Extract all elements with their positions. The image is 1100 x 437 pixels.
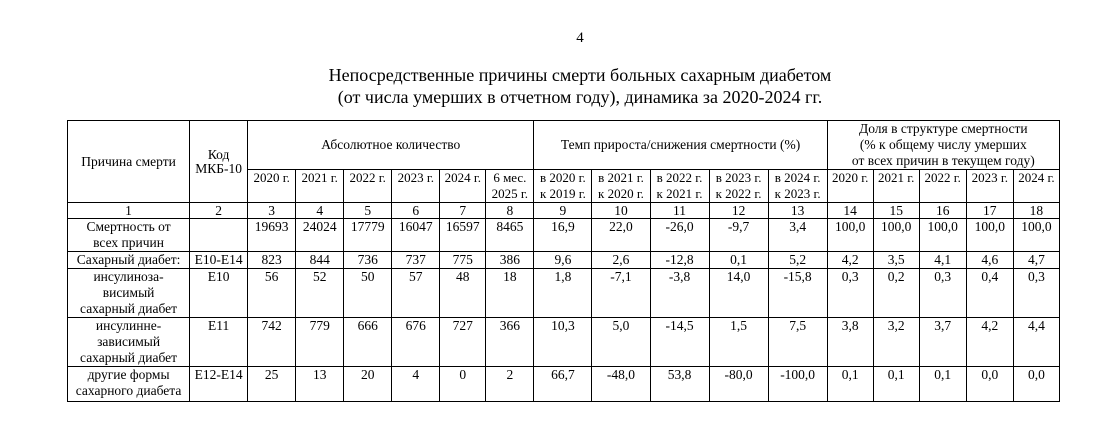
value-cell: 779 [296, 318, 344, 367]
title-line-1: Непосредственные причины смерти больных сахарным диабетом [328, 65, 832, 85]
column-number: 5 [344, 203, 392, 219]
column-number: 9 [534, 203, 592, 219]
value-cell: -26,0 [650, 219, 709, 252]
value-cell: 18 [486, 269, 534, 318]
value-cell: 5,0 [592, 318, 650, 367]
value-cell: -12,8 [650, 252, 709, 269]
value-cell: 5,2 [768, 252, 827, 269]
value-cell: 8465 [486, 219, 534, 252]
table-row [68, 367, 1060, 402]
share-year-2024: 2024 г. [1013, 170, 1059, 203]
value-cell: 4,1 [919, 252, 966, 269]
column-number: 4 [296, 203, 344, 219]
value-cell: 3,2 [873, 318, 919, 367]
value-cell: 366 [486, 318, 534, 367]
share-year-2021: 2021 г. [873, 170, 919, 203]
value-cell: 2 [486, 367, 534, 402]
value-cell: -7,1 [592, 269, 650, 318]
growth-period-line: в 2021 г. [598, 170, 644, 185]
header-absolute: Абсолютное количество [248, 121, 534, 170]
column-number: 17 [966, 203, 1013, 219]
value-cell: 0,1 [827, 367, 873, 402]
column-number: 12 [709, 203, 768, 219]
value-cell: 823 [248, 252, 296, 269]
cause-line: висимый [102, 285, 155, 300]
value-cell: 57 [392, 269, 440, 318]
value-cell: 4,6 [966, 252, 1013, 269]
value-cell: 1,8 [534, 269, 592, 318]
value-cell: 20 [344, 367, 392, 402]
value-cell: 17779 [344, 219, 392, 252]
column-number: 13 [768, 203, 827, 219]
abs-half-line-1: 6 мес. [493, 170, 527, 185]
value-cell: 0 [440, 367, 486, 402]
header-code-line-2: МКБ-10 [195, 160, 243, 176]
growth-period-line: к 2021 г. [656, 186, 703, 201]
growth-period-2020 [534, 170, 592, 203]
cause-line: Смертность от [86, 219, 171, 234]
abs-half-2025 [486, 170, 534, 203]
value-cell: -48,0 [592, 367, 650, 402]
value-cell: 48 [440, 269, 486, 318]
mortality-table [67, 120, 1060, 402]
value-cell: 0,1 [919, 367, 966, 402]
share-year-2020: 2020 г. [827, 170, 873, 203]
abs-year-2020: 2020 г. [248, 170, 296, 203]
header-share-line-3: от всех причин в текущем году) [851, 153, 1035, 168]
value-cell: 100,0 [1013, 219, 1059, 252]
header-share-line-1: Доля в структуре смертности [859, 121, 1028, 136]
growth-period-2022 [650, 170, 709, 203]
growth-period-2021 [592, 170, 650, 203]
value-cell: 3,5 [873, 252, 919, 269]
cause-cell [68, 318, 190, 367]
value-cell: 676 [392, 318, 440, 367]
code-cell [190, 219, 248, 252]
abs-year-2021: 2021 г. [296, 170, 344, 203]
growth-period-line: в 2023 г. [715, 170, 762, 185]
value-cell: 4,4 [1013, 318, 1059, 367]
value-cell: 666 [344, 318, 392, 367]
value-cell: 736 [344, 252, 392, 269]
cause-line: инсулинне- [95, 318, 162, 333]
document-title [200, 64, 960, 108]
value-cell: 727 [440, 318, 486, 367]
cause-line: зависимый [97, 334, 161, 349]
value-cell: 844 [296, 252, 344, 269]
abs-year-2023: 2023 г. [392, 170, 440, 203]
header-share [827, 121, 1059, 170]
value-cell: 0,0 [1013, 367, 1059, 402]
growth-period-line: к 2020 г. [598, 186, 644, 201]
value-cell: 4,2 [827, 252, 873, 269]
cause-cell [68, 269, 190, 318]
abs-half-line-2: 2025 г. [491, 186, 529, 201]
table-row [68, 252, 1060, 269]
header-code-line-1: Код [207, 146, 230, 162]
value-cell: 100,0 [873, 219, 919, 252]
value-cell: -100,0 [768, 367, 827, 402]
cause-line: другие формы [87, 367, 170, 382]
value-cell: -14,5 [650, 318, 709, 367]
value-cell: 25 [248, 367, 296, 402]
cause-line: сахарного диабета [75, 383, 182, 398]
column-number: 2 [190, 203, 248, 219]
code-cell: E12-E14 [190, 367, 248, 402]
column-number: 3 [248, 203, 296, 219]
column-number: 15 [873, 203, 919, 219]
cause-line: Сахарный диабет: [76, 252, 181, 267]
value-cell: 16,9 [534, 219, 592, 252]
value-cell: 386 [486, 252, 534, 269]
value-cell: 742 [248, 318, 296, 367]
value-cell: -15,8 [768, 269, 827, 318]
value-cell: 0,2 [873, 269, 919, 318]
column-number: 8 [486, 203, 534, 219]
table-row [68, 219, 1060, 252]
growth-period-line: в 2024 г. [774, 170, 821, 185]
column-number: 16 [919, 203, 966, 219]
header-share-line-2: (% к общему числу умерших [859, 137, 1027, 152]
value-cell: 3,7 [919, 318, 966, 367]
value-cell: 66,7 [534, 367, 592, 402]
value-cell: 775 [440, 252, 486, 269]
value-cell: 3,8 [827, 318, 873, 367]
cause-cell [68, 252, 190, 269]
value-cell: -80,0 [709, 367, 768, 402]
value-cell: 3,4 [768, 219, 827, 252]
table-row [68, 269, 1060, 318]
value-cell: 19693 [248, 219, 296, 252]
value-cell: 737 [392, 252, 440, 269]
value-cell: 16597 [440, 219, 486, 252]
column-number: 1 [68, 203, 190, 219]
page-number: 4 [576, 30, 584, 46]
value-cell: 14,0 [709, 269, 768, 318]
value-cell: 22,0 [592, 219, 650, 252]
growth-period-2023 [709, 170, 768, 203]
header-cause: Причина смерти [68, 121, 190, 203]
growth-period-2024 [768, 170, 827, 203]
column-number: 7 [440, 203, 486, 219]
code-cell: E10 [190, 269, 248, 318]
growth-period-line: к 2019 г. [539, 186, 586, 201]
header-growth: Темп прироста/снижения смертности (%) [534, 121, 827, 170]
value-cell: 52 [296, 269, 344, 318]
value-cell: 0,3 [1013, 269, 1059, 318]
cause-line: сахарный диабет [80, 350, 178, 365]
value-cell: 100,0 [966, 219, 1013, 252]
abs-year-2024: 2024 г. [440, 170, 486, 203]
cause-line: инсулиноза- [93, 269, 164, 284]
value-cell: 10,3 [534, 318, 592, 367]
header-code [190, 121, 248, 203]
value-cell: 13 [296, 367, 344, 402]
code-cell: E10-E14 [190, 252, 248, 269]
value-cell: 53,8 [650, 367, 709, 402]
value-cell: 4,2 [966, 318, 1013, 367]
value-cell: 100,0 [919, 219, 966, 252]
value-cell: 2,6 [592, 252, 650, 269]
value-cell: 1,5 [709, 318, 768, 367]
value-cell: -3,8 [650, 269, 709, 318]
growth-period-line: в 2020 г. [540, 170, 586, 185]
cause-cell [68, 219, 190, 252]
value-cell: 100,0 [827, 219, 873, 252]
value-cell: 50 [344, 269, 392, 318]
value-cell: 0,4 [966, 269, 1013, 318]
title-line-2: (от числа умерших в отчетном году), динамика за 2020-2024 гг. [337, 87, 823, 107]
value-cell: 0,1 [709, 252, 768, 269]
column-number: 18 [1013, 203, 1059, 219]
column-number: 11 [650, 203, 709, 219]
value-cell: -9,7 [709, 219, 768, 252]
column-number: 6 [392, 203, 440, 219]
value-cell: 4,7 [1013, 252, 1059, 269]
value-cell: 16047 [392, 219, 440, 252]
value-cell: 56 [248, 269, 296, 318]
column-number: 14 [827, 203, 873, 219]
value-cell: 0,3 [919, 269, 966, 318]
share-year-2023: 2023 г. [966, 170, 1013, 203]
value-cell: 0,0 [966, 367, 1013, 402]
abs-year-2022: 2022 г. [344, 170, 392, 203]
value-cell: 9,6 [534, 252, 592, 269]
growth-period-line: к 2022 г. [715, 186, 762, 201]
value-cell: 0,1 [873, 367, 919, 402]
cause-line: всех причин [93, 235, 164, 250]
value-cell: 24024 [296, 219, 344, 252]
cause-line: сахарный диабет [80, 301, 178, 316]
column-numbers-row [68, 203, 1060, 219]
cause-cell [68, 367, 190, 402]
share-year-2022: 2022 г. [919, 170, 966, 203]
value-cell: 0,3 [827, 269, 873, 318]
value-cell: 4 [392, 367, 440, 402]
column-number: 10 [592, 203, 650, 219]
growth-period-line: в 2022 г. [656, 170, 703, 185]
value-cell: 7,5 [768, 318, 827, 367]
growth-period-line: к 2023 г. [774, 186, 821, 201]
code-cell: E11 [190, 318, 248, 367]
table-row [68, 318, 1060, 367]
